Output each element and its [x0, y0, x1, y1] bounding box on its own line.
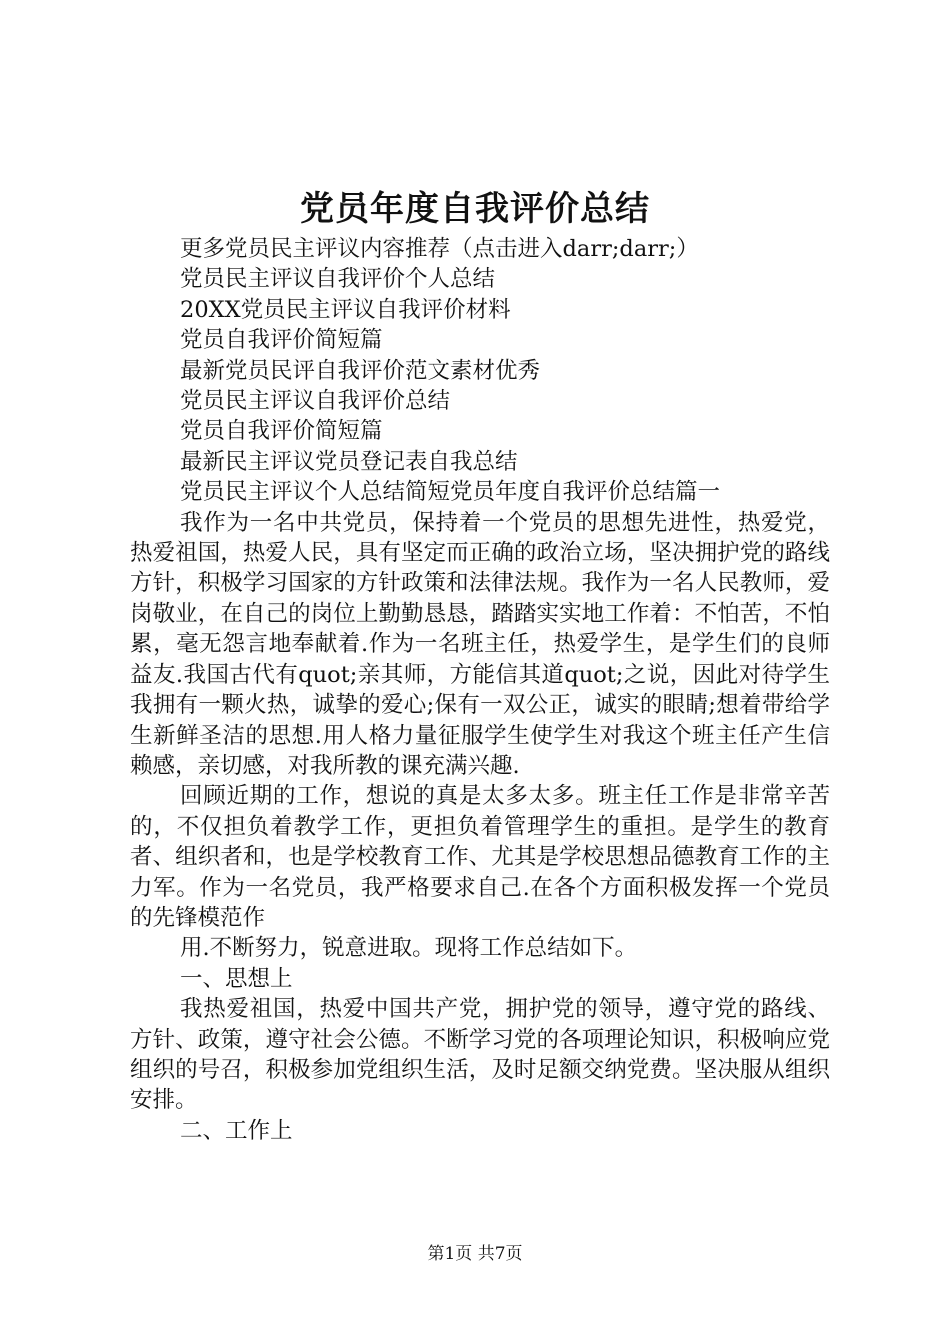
recommend-link[interactable]: 20XX党员民主评议自我评价材料	[180, 296, 511, 323]
body-paragraph: 我热爱祖国，热爱中国共产党，拥护党的领导，遵守党的路线、方针、政策，遵守社会公德。不断学习党的各项理论知识，积极响应党组织的号召，积极参加党组织生活，及时足额交纳党费。坚决服从组织安排。	[130, 996, 830, 1114]
body-paragraph: 回顾近期的工作，想说的真是太多太多。班主任工作是非常辛苦的，不仅担负着教学工作，更担负着管理学生的重担。是学生的教育者、组织者和，也是学校教育工作、尤其是学校思想品德教育工作的主力军。作为一名党员，我严格要求自己.在各个方面积极发挥一个党员的先锋模范作	[130, 783, 830, 931]
recommend-link[interactable]: 更多党员民主评议内容推荐（点击进入darr;darr;）	[180, 236, 699, 262]
recommend-link[interactable]: 党员自我评价简短篇	[180, 418, 383, 445]
section-heading: 一、思想上	[180, 965, 293, 992]
recommend-link[interactable]: 党员民主评议个人总结简短党员年度自我评价总结篇一	[180, 479, 721, 506]
page-footer: 第1页 共7页	[427, 1244, 523, 1264]
recommend-link[interactable]: 最新民主评议党员登记表自我总结	[180, 448, 518, 475]
document-title: 党员年度自我评价总结	[300, 189, 650, 229]
recommend-link[interactable]: 党员民主评议自我评价总结	[180, 388, 451, 415]
body-paragraph: 用.不断努力，锐意进取。现将工作总结如下。	[180, 935, 638, 962]
body-paragraph: 我作为一名中共党员，保持着一个党员的思想先进性，热爱党，热爱祖国，热爱人民，具有坚定而正确的政治立场，坚决拥护党的路线方针，积极学习国家的方针政策和法律法规。我作为一名人民教师，爱岗敬业，在自己的岗位上勤勤恳恳，踏踏实实地工作着：不怕苦，不怕累，毫无怨言地奉献着.作为一名班主任，热爱学生，是学生们的良师益友.我国古代有quot;亲其师，方能信其道quot;之说，因此对待学生我拥有一颗火热，诚挚的爱心;保有一双公正，诚实的眼睛;想着带给学生新鲜圣洁的思想.用人格力量征服学生使学生对我这个班主任产生信赖感，亲切感，对我所教的课充满兴趣.	[130, 509, 830, 779]
recommend-link[interactable]: 最新党员民评自我评价范文素材优秀	[180, 357, 541, 384]
document-body	[130, 234, 830, 1146]
recommend-link[interactable]: 党员自我评价简短篇	[180, 327, 383, 354]
section-heading: 二、工作上	[180, 1117, 293, 1144]
recommend-link[interactable]: 党员民主评议自我评价个人总结	[180, 266, 496, 293]
